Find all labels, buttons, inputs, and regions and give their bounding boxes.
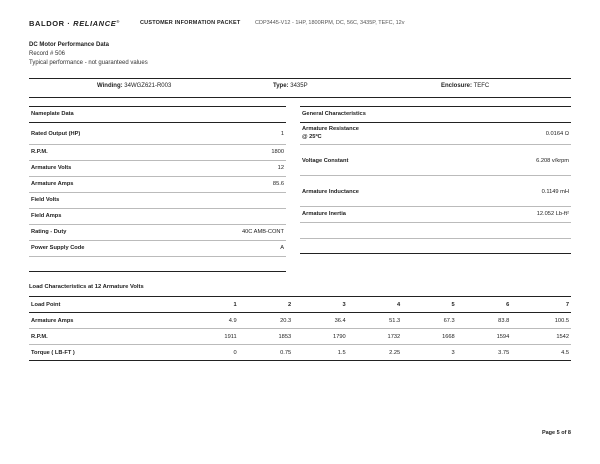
winding-label: Winding: [97, 83, 123, 89]
table-cell: 1594 [496, 333, 510, 340]
table-row [300, 160, 571, 176]
table-row [29, 345, 571, 361]
column-header: 7 [565, 301, 569, 308]
type-value: 3435P [290, 83, 308, 89]
performance-note: Typical performance - not guaranteed values [29, 60, 148, 66]
row-label: Field Amps [31, 213, 62, 219]
logo-separator: · [67, 19, 71, 28]
type-label: Type: [273, 83, 289, 89]
row-label: Armature Amps [31, 181, 74, 187]
column-header: 4 [397, 301, 401, 308]
table-row [300, 123, 571, 145]
row-label: Rating - Duty [31, 229, 67, 235]
packet-title: CUSTOMER INFORMATION PACKET [140, 20, 241, 26]
logo-sub: RELIANCE [73, 19, 117, 28]
table-row [300, 207, 571, 223]
row-label-condition: @ 25ºC [302, 134, 322, 140]
table-row [29, 241, 286, 257]
baldor-reliance-logo [29, 19, 120, 28]
enclosure-field [441, 83, 489, 89]
table-row [29, 329, 571, 345]
row-label: Voltage Constant [302, 158, 349, 164]
row-label: R.P.M. [31, 333, 48, 340]
table-end-row [300, 239, 571, 254]
winding-value: 34WGZ621-R003 [124, 83, 172, 89]
nameplate-heading: Nameplate Data [31, 111, 74, 117]
page-header [29, 19, 571, 31]
table-cell: 1732 [387, 333, 401, 340]
row-label: Armature Volts [31, 165, 72, 171]
table-row [29, 313, 571, 329]
winding-field [97, 83, 171, 89]
table-cell: 51.3 [389, 317, 401, 324]
table-cell: 3.75 [498, 349, 510, 356]
general-heading-row [300, 106, 571, 123]
table-cell: 20.3 [280, 317, 292, 324]
table-cell: 3 [451, 349, 455, 356]
table-row [29, 145, 286, 161]
row-label: Rated Output (HP) [31, 131, 81, 137]
column-header: 5 [451, 301, 455, 308]
row-value: 12.052 Lb-ft² [536, 211, 569, 217]
motor-info-row [29, 78, 571, 98]
row-value: A [280, 245, 284, 251]
packet-subtitle: CDP3445-V12 - 1HP, 1800RPM, DC, 56C, 3435P, TEFC, 12v [255, 20, 405, 26]
table-cell: 1790 [333, 333, 346, 340]
row-value: 1 [280, 131, 284, 137]
logo-brand: BALDOR [29, 19, 65, 28]
row-label: Armature Inertia [302, 211, 346, 217]
table-cell: 100.5 [554, 317, 569, 324]
page-number: Page 5 of 8 [541, 430, 571, 436]
row-value: 85.6 [272, 181, 284, 187]
column-header: 3 [342, 301, 346, 308]
row-value: 0.1149 mH [541, 189, 569, 195]
table-header-row [29, 297, 571, 313]
table-cell: 0 [233, 349, 237, 356]
table-row [29, 193, 286, 209]
table-row [29, 177, 286, 193]
load-table-title: Load Characteristics at 12 Armature Volts [29, 284, 144, 290]
enclosure-value: TEFC [473, 83, 490, 89]
table-cell: 2.25 [389, 349, 401, 356]
row-value: 0.0164 Ω [545, 131, 569, 137]
record-number: Record # 506 [29, 51, 66, 57]
table-cell: 83.8 [498, 317, 510, 324]
table-end-row [29, 257, 286, 272]
load-characteristics-table [29, 296, 571, 361]
column-header: 1 [233, 301, 237, 308]
row-label: Armature Inductance [302, 189, 359, 195]
table-cell: 0.75 [280, 349, 292, 356]
row-label: Field Volts [31, 197, 60, 203]
table-cell: 4.9 [228, 317, 237, 324]
table-cell: 36.4 [334, 317, 346, 324]
row-label: Armature Amps [31, 317, 74, 324]
table-row [29, 209, 286, 225]
document-title: DC Motor Performance Data [29, 42, 110, 48]
row-value: 1800 [271, 149, 284, 155]
table-cell: 4.5 [561, 349, 569, 356]
row-label: Torque ( LB-FT ) [31, 349, 75, 356]
type-field [273, 83, 308, 89]
general-characteristics-table [300, 106, 571, 254]
table-row [29, 225, 286, 241]
table-row [300, 191, 571, 207]
row-value: 40C AMB-CONT [241, 229, 284, 235]
table-empty-row [300, 223, 571, 239]
enclosure-label: Enclosure: [441, 83, 473, 89]
table-cell: 1542 [556, 333, 569, 340]
column-header: 2 [288, 301, 292, 308]
nameplate-heading-row [29, 106, 286, 123]
table-row [29, 161, 286, 177]
column-header: Load Point [31, 301, 61, 308]
nameplate-table [29, 106, 286, 272]
general-heading: General Characteristics [302, 111, 366, 117]
row-label: Power Supply Code [31, 245, 85, 251]
row-value: 12 [277, 165, 284, 171]
table-cell: 1.5 [337, 349, 346, 356]
row-value: 6.208 v/krpm [536, 158, 569, 164]
table-cell: 1668 [442, 333, 455, 340]
table-row [29, 123, 286, 145]
table-cell: 1853 [278, 333, 292, 340]
row-label: Armature Resistance [302, 126, 359, 132]
row-label: R.P.M. [31, 149, 48, 155]
table-cell: 1911 [224, 333, 237, 340]
table-cell: 67.3 [443, 317, 455, 324]
column-header: 6 [506, 301, 510, 308]
logo-mark: ® [116, 19, 120, 24]
